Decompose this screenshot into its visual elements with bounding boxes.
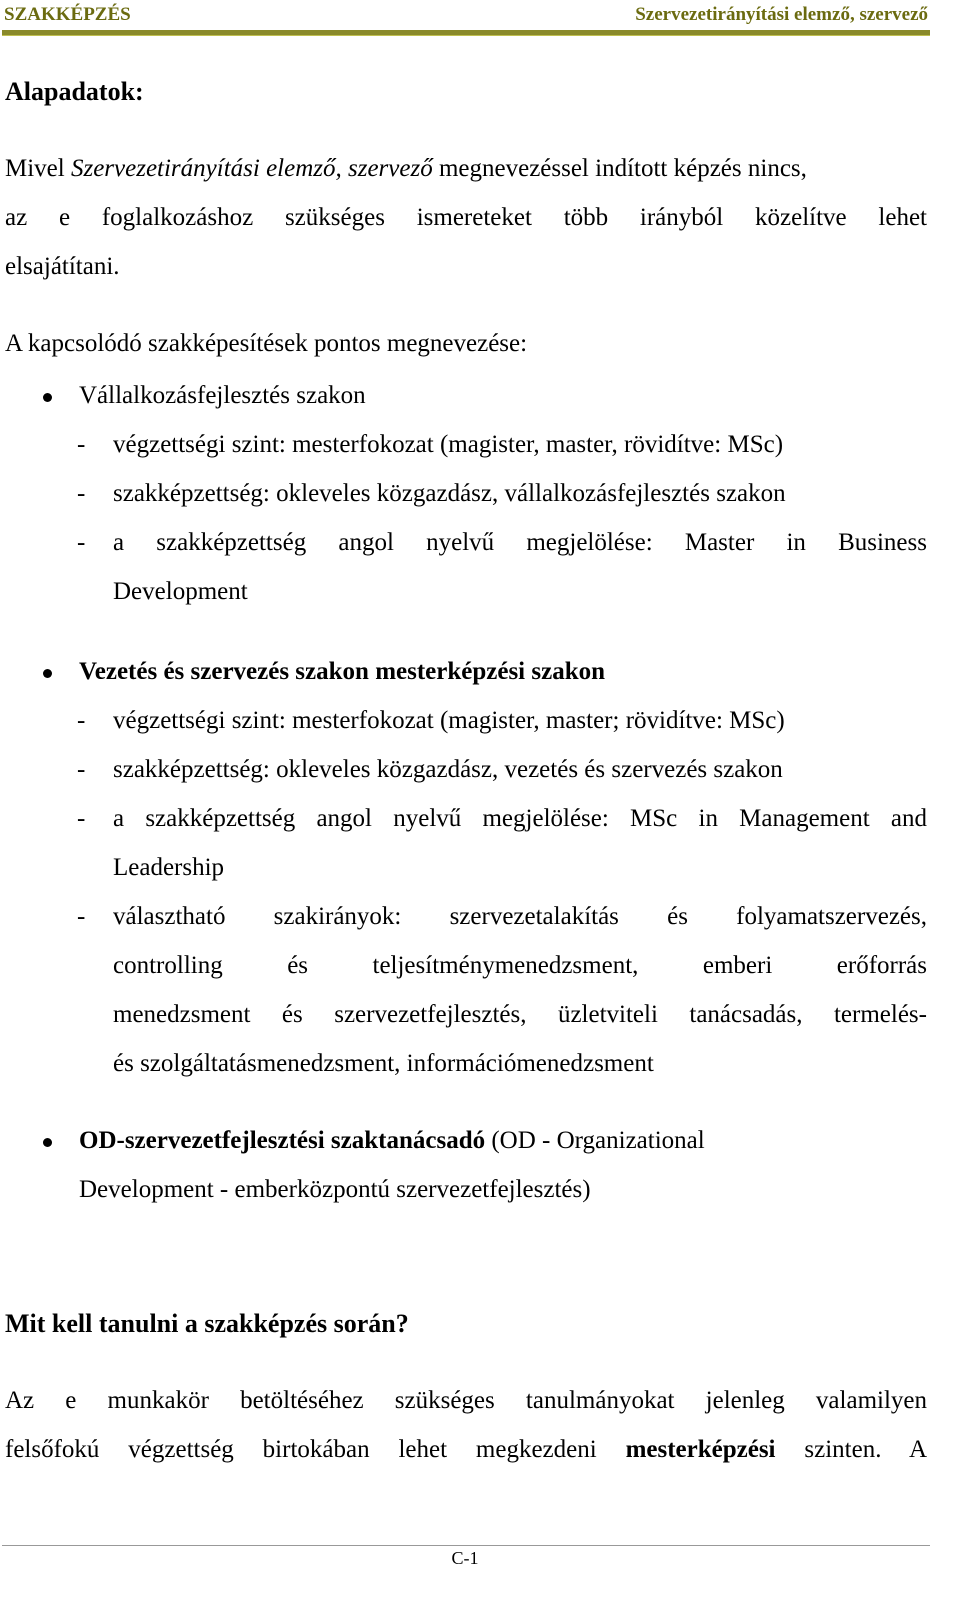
section-heading-mit-kell-tanulni: Mit kell tanulni a szakképzés során? [5, 1309, 409, 1338]
dash-marker: - [77, 756, 86, 783]
intro-line-1: Mivel Szervezetirányítási elemző, szervező megnevezéssel indított képzés nincs, [5, 155, 807, 182]
bullet-icon [43, 393, 52, 402]
header-left-title: SZAKKÉPZÉS [4, 4, 131, 25]
item-2-line-3: a szakképzettség angol nyelvű megjelölése: MSc in Management and [113, 805, 927, 832]
item-2-line-1: végzettségi szint: mesterfokozat (magister, master; rövidítve: MSc) [113, 707, 785, 734]
page-number: C-1 [451, 1548, 479, 1568]
header-right-title: Szervezetirányítási elemző, szervező [635, 4, 928, 25]
page-header [4, 4, 928, 26]
item-1-line-3: a szakképzettség angol nyelvű megjelölése: Master in Business [113, 529, 927, 556]
bullet-icon [43, 669, 52, 678]
item-2-line-7: menedzsment és szervezetfejlesztés, üzletviteli tanácsadás, termelés- [113, 1001, 927, 1028]
intro-line-3: elsajátítani. [5, 253, 120, 280]
intro-job-title: Szervezetirányítási elemző, szervező [70, 155, 433, 182]
dash-marker: - [77, 480, 86, 507]
item-2-title: Vezetés és szervezés szakon mesterképzési szakon [79, 658, 606, 685]
item-2-line-5: választható szakirányok: szervezetalakítás és folyamatszervezés, [113, 903, 927, 930]
dash-marker: - [77, 431, 86, 458]
section2-line-1: Az e munkakör betöltéséhez szükséges tanulmányokat jelenleg valamilyen [5, 1387, 927, 1414]
item-2-line-4: Leadership [113, 854, 225, 881]
dash-marker: - [77, 529, 86, 556]
item-3-line-2: Development - emberközpontú szervezetfejlesztés) [79, 1176, 591, 1203]
item-2-line-2: szakképzettség: okleveles közgazdász, vezetés és szervezés szakon [113, 756, 783, 783]
item-1-title: Vállalkozásfejlesztés szakon [79, 382, 366, 409]
item-2-line-6: controlling és teljesítménymenedzsment, emberi erőforrás [113, 952, 927, 979]
section2-line-2: felsőfokú végzettség birtokában lehet megkezdeni mesterképzési szinten. A [5, 1436, 927, 1463]
dash-marker: - [77, 805, 86, 832]
dash-marker: - [77, 707, 86, 734]
footer-rule [2, 1545, 930, 1546]
bullet-icon [43, 1138, 52, 1147]
item-2-line-8: és szolgáltatásmenedzsment, információmenedzsment [113, 1050, 654, 1077]
item-3-title: OD-szervezetfejlesztési szaktanácsadó (OD - Organizational [79, 1127, 705, 1154]
item-1-line-2: szakképzettség: okleveles közgazdász, vállalkozásfejlesztés szakon [113, 480, 786, 507]
header-rule [2, 30, 930, 36]
intro-line-2: az e foglalkozáshoz szükséges ismereteket több irányból közelítve lehet [5, 204, 927, 231]
dash-marker: - [77, 903, 86, 930]
qualifications-list-title: A kapcsolódó szakképesítések pontos megnevezése: [5, 330, 528, 357]
item-1-line-4: Development [113, 578, 248, 605]
item-1-line-1: végzettségi szint: mesterfokozat (magister, master, rövidítve: MSc) [113, 431, 784, 458]
section-heading-alapadatok: Alapadatok: [5, 77, 144, 106]
